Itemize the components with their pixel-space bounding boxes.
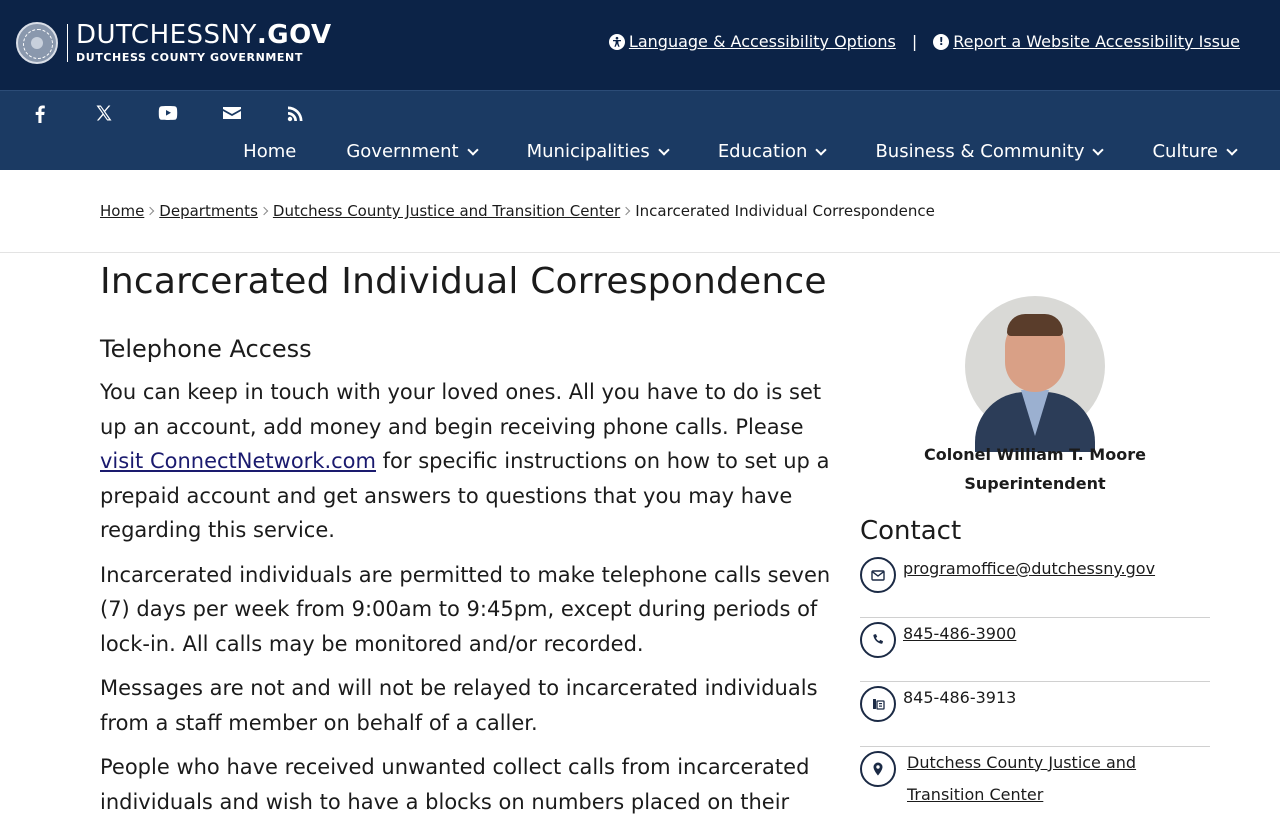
rss-icon[interactable] — [284, 101, 308, 125]
nav-business-community-label: Business & Community — [875, 141, 1085, 162]
logo-divider — [67, 24, 68, 62]
nav-municipalities[interactable] — [527, 141, 668, 162]
location-pin-icon — [860, 751, 896, 787]
chevron-down-icon — [658, 144, 669, 155]
nav-municipalities-label: Municipalities — [526, 141, 650, 162]
breadcrumb-current: Incarcerated Individual Correspondence — [635, 202, 935, 220]
phone-icon — [860, 622, 896, 658]
person-name: Colonel William T. Moore — [924, 445, 1146, 464]
logo-main-thin: DUTCHESSNY — [76, 20, 257, 50]
nav-education[interactable] — [718, 141, 826, 162]
nav-business-community[interactable] — [875, 141, 1102, 162]
breadcrumb-departments[interactable]: Departments — [159, 202, 258, 220]
chevron-right-icon — [146, 207, 154, 215]
chevron-down-icon — [1226, 144, 1237, 155]
nav-government-label: Government — [346, 141, 459, 162]
logo-subtitle: DUTCHESS COUNTY GOVERNMENT — [76, 51, 303, 64]
x-icon[interactable] — [92, 101, 116, 125]
contact-email-row — [860, 553, 1210, 618]
email-icon[interactable] — [220, 101, 244, 125]
logo-text — [76, 22, 332, 64]
nav-home[interactable] — [243, 141, 296, 162]
section-title-telephone-access: Telephone Access — [100, 335, 312, 363]
chevron-down-icon — [816, 144, 827, 155]
person-caption — [860, 440, 1210, 498]
report-accessibility-label: Report a Website Accessibility Issue — [953, 32, 1240, 51]
paragraph-call-hours: Incarcerated individuals are permitted to make telephone calls seven (7) days per week from 9:00am to 9:45pm, except during periods of lock-in. All calls may be monitored and/or recorded. — [100, 562, 831, 656]
site-logo[interactable] — [16, 22, 332, 64]
nav-government[interactable] — [346, 141, 476, 162]
paragraph-telephone-intro — [100, 375, 835, 548]
main-navigation-bar — [0, 90, 1280, 170]
chevron-down-icon — [1093, 144, 1104, 155]
contact-list — [860, 553, 1210, 811]
chevron-right-icon — [622, 207, 630, 215]
nav-culture[interactable] — [1152, 141, 1236, 162]
para1-text-end: for specific instructions on how to set up a prepaid account and get answers to questions that you may have regarding this service. — [100, 449, 830, 542]
contact-phone-link[interactable]: 845-486-3900 — [903, 623, 1017, 643]
language-accessibility-label: Language & Accessibility Options — [628, 32, 896, 51]
contact-heading: Contact — [860, 516, 962, 546]
main-content — [100, 260, 835, 819]
chevron-down-icon — [467, 144, 478, 155]
contact-phone-row — [860, 618, 1210, 683]
breadcrumb-bar — [0, 170, 1280, 253]
accessibility-icon — [609, 34, 625, 50]
chevron-right-icon — [260, 207, 268, 215]
nav-culture-label: Culture — [1152, 141, 1218, 162]
paragraph-messages: Messages are not and will not be relayed to incarcerated individuals from a staff member on behalf of a caller. — [100, 676, 818, 735]
photo-hair — [1007, 314, 1063, 336]
breadcrumb — [100, 202, 935, 220]
social-links — [28, 101, 348, 125]
fax-icon — [860, 686, 896, 722]
contact-fax-row — [860, 682, 1210, 747]
main-nav — [243, 141, 1236, 162]
connect-network-link[interactable]: visit ConnectNetwork.com — [100, 449, 376, 473]
nav-education-label: Education — [717, 141, 808, 162]
facebook-icon[interactable] — [28, 101, 52, 125]
nav-home-label: Home — [243, 141, 297, 162]
breadcrumb-home[interactable]: Home — [100, 202, 145, 220]
site-header — [0, 0, 1280, 90]
superintendent-photo — [965, 296, 1105, 436]
logo-main-bold: .GOV — [256, 20, 332, 50]
youtube-icon[interactable] — [156, 101, 180, 125]
county-seal-icon — [16, 22, 58, 64]
logo-main — [76, 22, 332, 48]
contact-address-link[interactable]: Dutchess County Justice and Transition Center — [907, 752, 1137, 804]
para1-text-start: You can keep in touch with your loved ones. All you have to do is set up an account, add money and begin receiving phone calls. Please — [100, 380, 822, 439]
utility-links — [609, 32, 1240, 51]
page-title: Incarcerated Individual Correspondence — [100, 261, 827, 302]
breadcrumb-justice-center[interactable]: Dutchess County Justice and Transition Center — [272, 202, 621, 220]
language-accessibility-link[interactable] — [609, 32, 896, 51]
utility-separator: | — [911, 32, 918, 51]
contact-email-link[interactable]: programoffice@dutchessny.gov — [903, 559, 1156, 578]
paragraph-collect-calls: People who have received unwanted collect calls from incarcerated individuals and wish to have a blocks on numbers placed on their — [100, 755, 810, 814]
envelope-icon — [860, 557, 896, 593]
person-title: Superintendent — [964, 474, 1106, 493]
alert-icon: ! — [933, 34, 949, 50]
report-accessibility-link[interactable] — [933, 32, 1240, 51]
contact-address-row — [860, 747, 1210, 812]
contact-fax-number: 845-486-3913 — [903, 688, 1017, 707]
